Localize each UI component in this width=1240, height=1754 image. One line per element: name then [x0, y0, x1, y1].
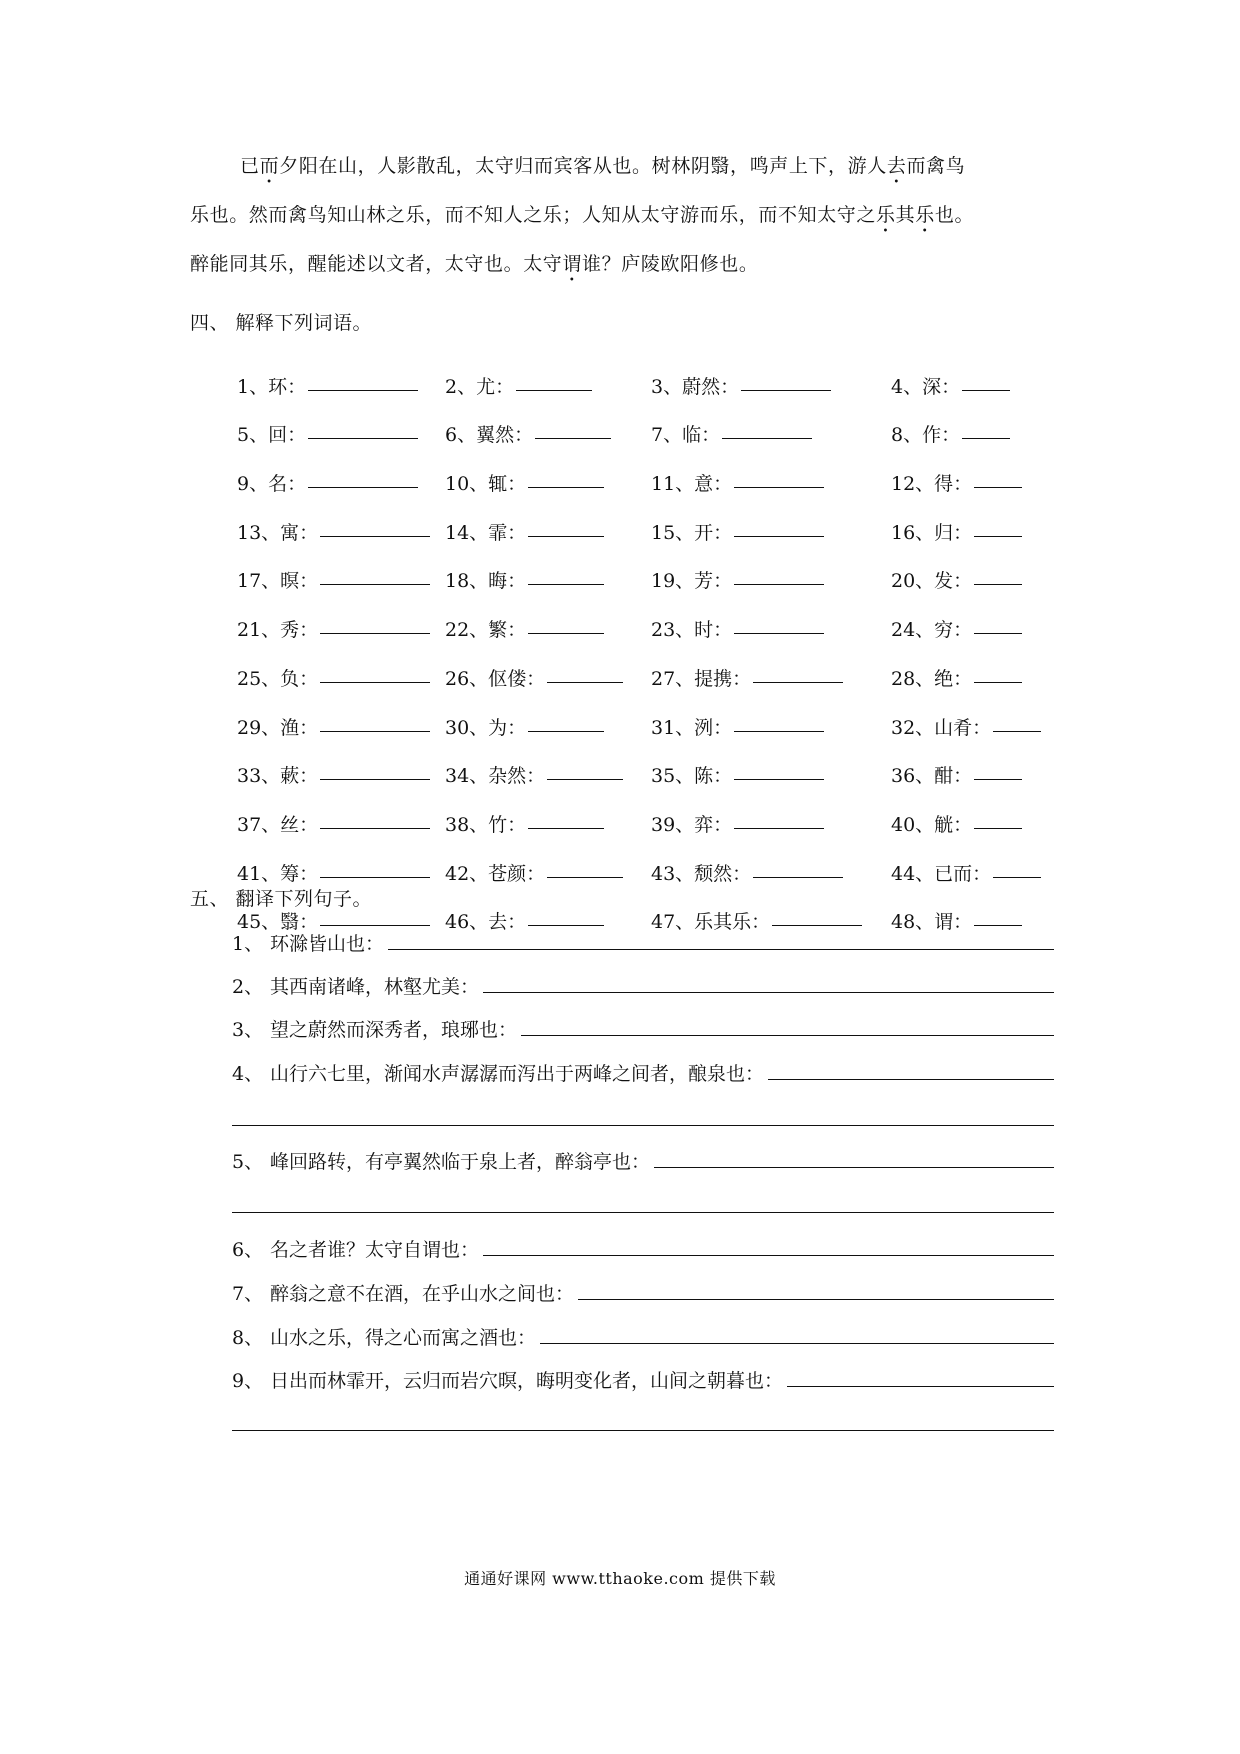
answer-blank[interactable] [320, 826, 430, 829]
vocab-label: 41、筹： [237, 862, 319, 885]
passage-line-1-c: 而禽鸟 [906, 155, 966, 177]
vocab-label: 38、竹： [445, 813, 527, 836]
answer-line[interactable] [654, 1167, 1054, 1168]
passage-dotted-word-5: 谓 [562, 253, 583, 275]
vocab-item [891, 593, 1057, 642]
vocab-label: 8、作： [891, 424, 961, 447]
vocab-item [237, 447, 445, 496]
answer-blank[interactable] [547, 875, 623, 878]
vocab-item [237, 837, 445, 886]
answer-line[interactable] [483, 1255, 1054, 1256]
vocab-label: 21、秀： [237, 619, 319, 642]
vocab-label: 19、芳： [651, 570, 733, 593]
vocab-label: 39、弈： [651, 813, 733, 836]
vocab-label: 44、已而： [891, 862, 992, 885]
vocab-label: 10、辄： [445, 473, 527, 496]
vocab-label: 12、得： [891, 473, 973, 496]
answer-line-continuation[interactable] [232, 1212, 1054, 1213]
vocab-item [445, 740, 651, 789]
vocab-item [237, 496, 445, 545]
answer-line-continuation[interactable] [232, 1125, 1054, 1126]
vocab-item [237, 545, 445, 594]
vocab-label: 18、晦： [445, 570, 527, 593]
answer-blank[interactable] [753, 875, 843, 878]
vocab-item [445, 399, 651, 448]
vocab-item [445, 545, 651, 594]
passage-line-2-c: 也。 [934, 204, 975, 226]
answer-blank[interactable] [528, 534, 604, 537]
vocab-label: 27、提携： [651, 667, 752, 690]
answer-blank[interactable] [753, 680, 843, 683]
vocab-label: 13、寓： [237, 521, 319, 544]
answer-blank[interactable] [320, 777, 430, 780]
vocab-label: 36、酣： [891, 765, 973, 788]
answer-blank[interactable] [734, 485, 824, 488]
answer-blank[interactable] [308, 436, 418, 439]
translation-number: 8、 [232, 1327, 264, 1349]
answer-blank[interactable] [547, 777, 623, 780]
vocab-item [237, 788, 445, 837]
translation-item [232, 969, 1054, 999]
vocab-item [651, 545, 891, 594]
answer-line[interactable] [540, 1343, 1054, 1344]
answer-blank[interactable] [528, 582, 604, 585]
answer-blank[interactable] [974, 777, 1022, 780]
passage-line-3-a: 醉能同其乐，醒能述以文者，太守也。太守 [190, 253, 563, 275]
answer-blank[interactable] [320, 680, 430, 683]
translation-number: 5、 [232, 1151, 264, 1173]
vocab-label: 20、发： [891, 570, 973, 593]
vocab-item [445, 350, 651, 399]
passage-line-3-b: 谁？庐陵欧阳修也。 [582, 253, 759, 275]
answer-blank[interactable] [734, 777, 824, 780]
vocab-label: 2、尤： [445, 375, 515, 398]
translation-sentence: 峰回路转，有亭翼然临于泉上者，醉翁亭也： [270, 1151, 651, 1173]
vocab-label: 7、临： [651, 424, 721, 447]
passage-dotted-word-4: 乐 [915, 204, 935, 226]
vocab-label: 29、渔： [237, 716, 319, 739]
answer-blank[interactable] [974, 582, 1022, 585]
vocab-label: 16、归： [891, 521, 973, 544]
vocab-item [891, 496, 1057, 545]
vocab-item [445, 447, 651, 496]
vocab-label: 35、陈： [651, 765, 733, 788]
answer-blank[interactable] [734, 729, 824, 732]
answer-blank[interactable] [320, 582, 430, 585]
translation-item [232, 926, 1054, 956]
vocab-label: 42、苍颜： [445, 862, 546, 885]
vocab-label: 32、山肴： [891, 716, 992, 739]
translation-number: 6、 [232, 1239, 264, 1261]
vocab-item [891, 837, 1057, 886]
vocab-item [651, 399, 891, 448]
answer-blank[interactable] [516, 388, 592, 391]
answer-blank[interactable] [734, 631, 824, 634]
vocab-label: 24、穷： [891, 619, 973, 642]
answer-blank[interactable] [535, 436, 611, 439]
vocab-item [445, 788, 651, 837]
answer-blank[interactable] [974, 680, 1022, 683]
vocab-label: 5、回： [237, 424, 307, 447]
vocab-item [651, 691, 891, 740]
vocab-label: 28、绝： [891, 667, 973, 690]
answer-blank[interactable] [993, 875, 1041, 878]
passage-line-2 [190, 191, 1050, 240]
answer-blank[interactable] [528, 631, 604, 634]
answer-blank[interactable] [974, 534, 1022, 537]
vocab-item [891, 740, 1057, 789]
passage-line-2-a: 乐也。然而禽鸟知山林之乐，而不知人之乐；人知从太守游而乐，而不知太守之 [190, 204, 877, 226]
answer-blank[interactable] [308, 485, 418, 488]
vocab-label: 25、负： [237, 667, 319, 690]
vocab-item [651, 593, 891, 642]
vocab-label: 6、翼然： [445, 424, 534, 447]
answer-line-continuation[interactable] [232, 1430, 1054, 1431]
vocab-label: 17、暝： [237, 570, 319, 593]
vocab-item [445, 642, 651, 691]
answer-line[interactable] [483, 992, 1054, 993]
translation-sentence: 望之蔚然而深秀者，琅琊也： [270, 1019, 518, 1041]
vocab-label: 26、伛偻： [445, 667, 546, 690]
passage-line-2-b: 其 [895, 204, 916, 226]
vocab-label: 45、翳： [237, 911, 319, 934]
vocab-item [651, 642, 891, 691]
translation-item [232, 1144, 1054, 1174]
answer-blank[interactable] [528, 729, 604, 732]
vocab-item [891, 545, 1057, 594]
vocab-label: 33、蔌： [237, 765, 319, 788]
answer-line[interactable] [388, 949, 1054, 950]
vocab-item [237, 593, 445, 642]
translation-number: 1、 [232, 933, 264, 955]
footer-credit: 通通好课网 www.tthaoke.com 提供下载 [464, 1569, 776, 1588]
section-4-heading: 四、 解释下列词语。 [190, 312, 373, 334]
answer-blank[interactable] [722, 436, 812, 439]
section-5-heading: 五、 翻译下列句子。 [190, 888, 373, 910]
answer-blank[interactable] [962, 388, 1010, 391]
vocab-item [237, 691, 445, 740]
vocab-label: 31、洌： [651, 716, 733, 739]
vocab-label: 22、繁： [445, 619, 527, 642]
vocab-item [891, 350, 1057, 399]
vocab-grid [237, 350, 1057, 934]
vocab-item [891, 447, 1057, 496]
vocab-label: 15、开： [651, 521, 733, 544]
vocab-item [445, 593, 651, 642]
answer-blank[interactable] [974, 631, 1022, 634]
translation-item [232, 1056, 1054, 1086]
translation-number: 7、 [232, 1283, 264, 1305]
vocab-item [445, 496, 651, 545]
vocab-item [651, 837, 891, 886]
answer-blank[interactable] [734, 534, 824, 537]
translation-item [232, 1012, 1054, 1042]
passage-line-1 [190, 142, 1050, 191]
vocab-label: 43、颓然： [651, 862, 752, 885]
translation-number: 2、 [232, 976, 264, 998]
answer-blank[interactable] [528, 485, 604, 488]
vocab-item [651, 496, 891, 545]
translation-sentence: 环滁皆山也： [270, 933, 385, 955]
vocab-label: 14、霏： [445, 521, 527, 544]
vocab-label: 47、乐其乐： [651, 911, 771, 934]
answer-blank[interactable] [734, 582, 824, 585]
answer-blank[interactable] [962, 436, 1010, 439]
vocab-item [891, 788, 1057, 837]
vocab-label: 1、环： [237, 375, 307, 398]
answer-blank[interactable] [320, 875, 430, 878]
vocab-label: 30、为： [445, 716, 527, 739]
vocab-label: 48、谓： [891, 911, 973, 934]
passage-line-1-b: 夕阳在山，人影散乱，太守归而宾客从也。树林阴翳，鸣声上下，游人 [279, 155, 887, 177]
translation-item [232, 1276, 1054, 1306]
vocab-label: 34、杂然： [445, 765, 546, 788]
passage-dotted-word-2: 去 [886, 155, 907, 177]
vocab-item [237, 350, 445, 399]
vocab-item [237, 642, 445, 691]
translation-sentence: 其西南诸峰，林壑尤美： [270, 976, 480, 998]
vocab-item [237, 740, 445, 789]
vocab-label: 40、觥： [891, 813, 973, 836]
translation-sentence: 日出而林霏开，云归而岩穴暝，晦明变化者，山间之朝暮也： [270, 1370, 784, 1392]
answer-blank[interactable] [308, 388, 418, 391]
translation-sentence: 山行六七里，渐闻水声潺潺而泻出于两峰之间者，酿泉也： [270, 1063, 765, 1085]
vocab-label: 3、蔚然： [651, 375, 740, 398]
vocab-label: 4、深： [891, 375, 961, 398]
translation-sentence: 山水之乐，得之心而寓之酒也： [270, 1327, 537, 1349]
vocab-label: 11、意： [651, 473, 733, 496]
vocab-item [891, 399, 1057, 448]
vocab-item [891, 691, 1057, 740]
vocab-item [445, 837, 651, 886]
translation-sentence: 醉翁之意不在酒，在乎山水之间也： [270, 1283, 575, 1305]
vocab-item [651, 350, 891, 399]
translation-number: 3、 [232, 1019, 264, 1041]
passage-line-1-a: 已 [240, 155, 260, 177]
translation-number: 4、 [232, 1063, 264, 1085]
answer-blank[interactable] [741, 388, 831, 391]
answer-line[interactable] [768, 1079, 1054, 1080]
answer-blank[interactable] [320, 729, 430, 732]
answer-blank[interactable] [320, 534, 430, 537]
vocab-item [237, 399, 445, 448]
answer-blank[interactable] [974, 826, 1022, 829]
answer-blank[interactable] [547, 680, 623, 683]
translation-item [232, 1320, 1054, 1350]
translation-sentence: 名之者谁？太守自谓也： [270, 1239, 480, 1261]
vocab-item [651, 740, 891, 789]
vocab-label: 46、去： [445, 911, 527, 934]
vocab-item [445, 691, 651, 740]
answer-blank[interactable] [993, 729, 1041, 732]
answer-line[interactable] [787, 1386, 1054, 1387]
passage-dotted-word-3: 乐 [876, 204, 896, 226]
answer-blank[interactable] [320, 631, 430, 634]
answer-blank[interactable] [734, 826, 824, 829]
answer-line[interactable] [521, 1035, 1054, 1036]
vocab-item [891, 642, 1057, 691]
translation-number: 9、 [232, 1370, 264, 1392]
passage [190, 142, 1050, 289]
answer-blank[interactable] [528, 826, 604, 829]
translation-item [232, 1363, 1054, 1393]
answer-blank[interactable] [974, 485, 1022, 488]
passage-dotted-word-1: 而 [259, 155, 280, 177]
vocab-label: 23、时： [651, 619, 733, 642]
passage-line-3 [190, 240, 1050, 289]
vocab-label: 37、丝： [237, 813, 319, 836]
vocab-item [651, 447, 891, 496]
vocab-item [651, 788, 891, 837]
translation-item [232, 1232, 1054, 1262]
vocab-label: 9、名： [237, 473, 307, 496]
answer-line[interactable] [578, 1299, 1054, 1300]
